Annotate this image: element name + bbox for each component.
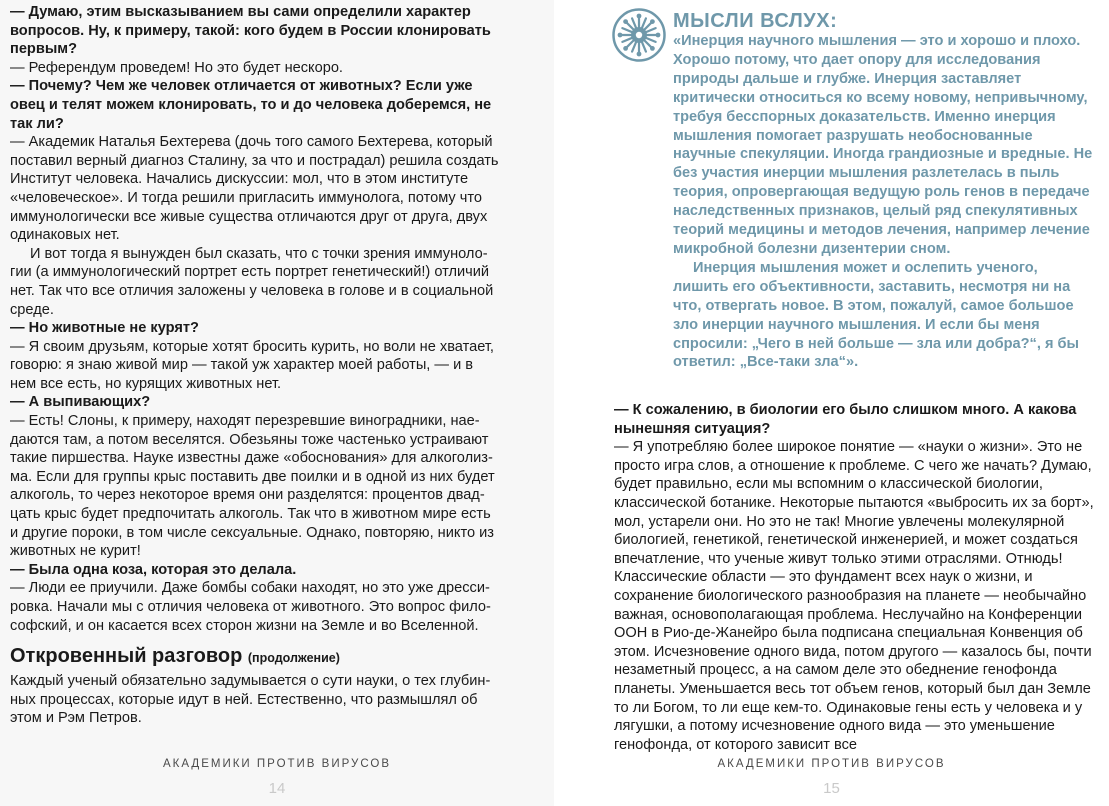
interview-question: — Была одна коза, которая это делала. [10,561,297,578]
callout-paragraph: Инерция мышления может и ослепить ученого, лишить его объективности, заставить, несмотря ни на что, отвергать новое. В этом, пожалуй, самое большое зло инерции научного мышления. И если бы меня спросили: „Чего в ней больше — зла или добра?“, я бы ответил: „Все-таки зла“». [673,259,1079,371]
interview-answer: — Я своим друзьям, которые хотят бросить курить, но воли не хватает, говорю: я знаю живой мир — такой уж характер моей работы, — и в нем все есть, но курящих животных нет. [10,338,494,392]
callout-heading: МЫСЛИ ВСЛУХ: [673,10,838,32]
interview-question: — Думаю, этим высказыванием вы сами определили характер вопросов. Ну, к примеру, такой: кого будем в России клонировать первым? [10,4,491,58]
left-page [0,0,554,806]
interview-question: — А выпивающих? [10,394,151,411]
callout-quote [673,32,1093,372]
page-number: 14 [268,780,286,797]
right-page-text [614,401,1094,754]
running-title: АКАДЕМИКИ ПРОТИВ ВИРУСОВ [163,758,391,770]
section-heading-note: (продолжение) [247,651,340,666]
interview-answer: — Люди ее приучили. Даже бомбы собаки находят, но это уже дрессировка. Начали мы с отличия человека от животного. Это вопрос философский, и он касается всех сторон жизни на Земле и во Вселенной. [10,580,491,634]
interview-answer: — Академик Наталья Бехтерева (дочь того самого Бехтерева, который поставил верный диагноз Сталину, за что и пострадал) решила создать Институт человека. Начались дискуссии: мол, что в этом институте «человеческое». И тогда решили пригласить иммунолога, потому что иммунологически все живые существа отличаются друг от друга, двух одинаковых нет. [10,134,499,244]
interview-question: — Почему? Чем же человек отличается от животных? Если уже овец и телят можем клонировать, то и до человека доберемся, не так ли? [10,78,492,132]
virus-icon [612,8,666,62]
interview-question: — К сожалению, в биологии его было слишком много. А какова нынешняя ситуация? [614,402,1077,437]
section-heading [10,645,500,669]
section-heading-title: Откровенный разговор [10,645,243,668]
left-page-text [10,3,500,728]
interview-answer: — Референдум проведем! Но это будет нескоро. [10,59,343,76]
interview-answer: — Я употребляю более широкое понятие — «науки о жизни». Это не просто игра слов, а отношение к проблеме. С чего же начать? Думаю, будет правильно, если мы вспомним о классической биологии, классической ботанике. Некоторые пытаются «выбросить их за борт», мол, устарели они. Но это не так! Многие увлечены молекулярной биологией, генетикой, генетической инженерией, и может создаться впечатление, что ученые живут только этими отраслями. Отнюдь! Классические области — это фундамент всех наук о жизни, и сохранение биологического разнообразия на планете — необычайно важная, основополагающая проблема. Неслучайно на Конференции ООН в Рио-де-Жанейро была подписана специальная Конвенция об этом. Исчезновение одного вида, потом другого — казалось бы, почти незаметный процесс, а на самом деле это обеднение генофонда планеты. Уменьшается весь тот объем генов, который был дан Земле то ли Богом, то ли еще кем-то. Одинаковые гены есть у человека и у лягушки, а потому исчезновение одного вида — это уменьшение генофонда, от которого зависит все [614,439,1094,753]
interview-question: — Но животные не курят? [10,320,199,337]
running-title: АКАДЕМИКИ ПРОТИВ ВИРУСОВ [717,758,946,770]
interview-answer: И вот тогда я вынужден был сказать, что с точки зрения иммунологии (а иммунологический портрет есть портрет генетический!) отличий нет. Так что все отличия заложены у человека в голове и в социальной среде. [10,245,494,318]
page-number: 15 [823,780,840,797]
interview-answer: — Есть! Слоны, к примеру, находят перезревшие виноградники, наедаются там, а потом веселятся. Обезьяны тоже частенько устраивают такие пиршества. Науке известны даже «обоснования» для алкоголизма. Если для группы крыс поставить две поилки и в одной из них будет алкоголь, то через некоторое время они разделятся: процентов двадцать крыс будет предпочитать алкоголь. Так что в животном мире есть и другие пороки, в том числе сексуальные. Однако, повторяю, никто из животных не курит! [10,413,495,560]
callout-paragraph: «Инерция научного мышления — это и хорошо и плохо. Хорошо потому, что дает опору для исследования природы дальше и глубже. Инерция заставляет критически относиться ко всему новому, непривычному, требуя бесспорных доказательств. Именно инерция мышления помогает разрушать необоснованные научные спекуляции. Иногда грандиозные и вредные. Не без участия инерции мышления разлетелась в пыль теория, опровергающая ведущую роль генов в передаче наследственных признаков, целый ряд спекулятивных теорий медицины и методов лечения, например лечение микробной болезни дизентерии сном. [673,33,1093,257]
section-paragraph: Каждый ученый обязательно задумывается о сути науки, о тех глубинных процессах, которые идут в ней. Естественно, что размышлял об этом и Рэм Петров. [10,673,491,727]
